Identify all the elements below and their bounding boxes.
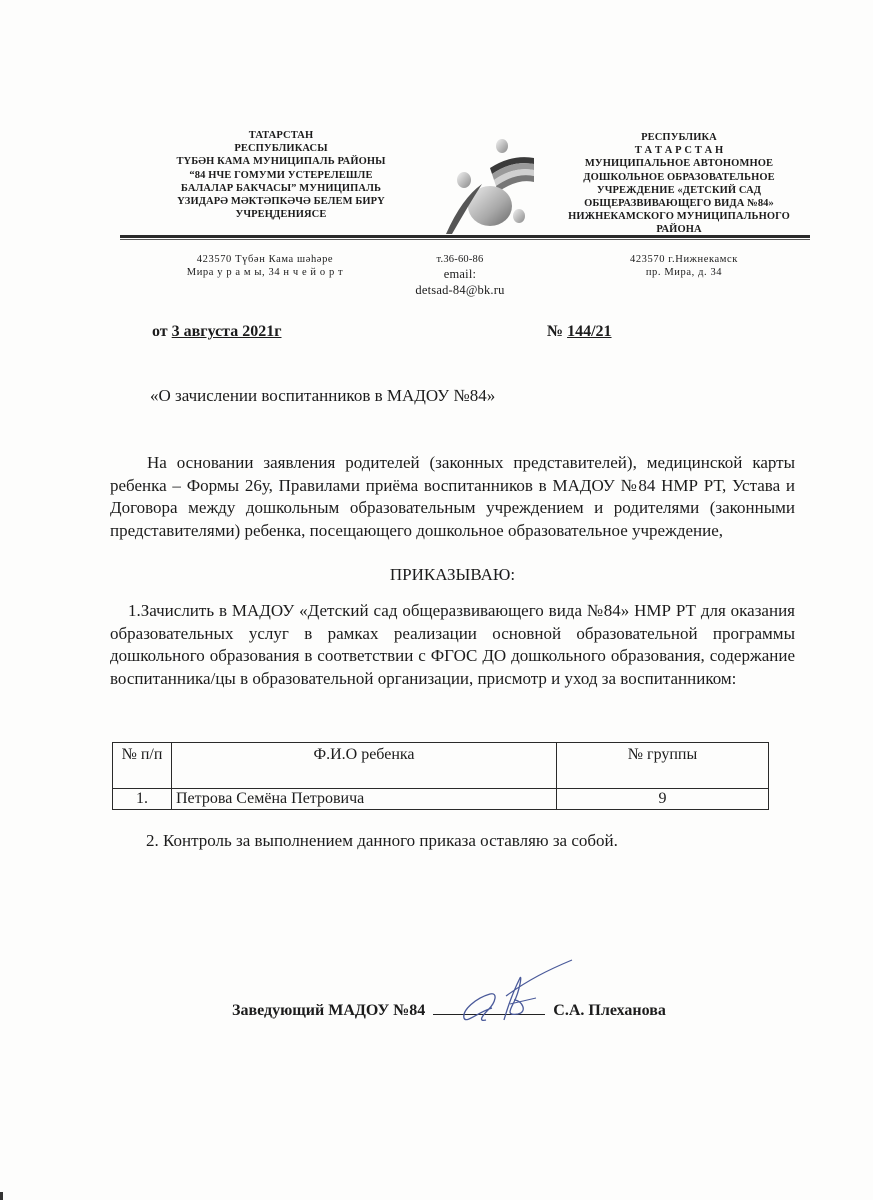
- header-right-line: НИЖНЕКАМСКОГО МУНИЦИПАЛЬНОГО: [568, 211, 790, 223]
- contact-info: [390, 253, 530, 298]
- column-header-group: № группы: [557, 743, 769, 789]
- scan-edge-mark: [0, 1192, 3, 1200]
- order-date: [152, 323, 282, 341]
- signatory-position: Заведующий МАДОУ №84: [232, 1002, 426, 1019]
- address-line: 423570 Түбән Кама шәһәре: [196, 254, 334, 265]
- preamble-paragraph: На основании заявления родителей (законных представителей), медицинской карты ребенка – Формы 26у, Правилами приёма воспитанников в МАДОУ №84 НМР РТ, Устава и Договора между дошкольным образовательным учреждением и родителями (законными представителями) ребенка, посещающего дошкольное образовательное учреждение,: [110, 453, 795, 540]
- cell-child-name: Петрова Семёна Петровича: [172, 789, 557, 810]
- header-right-line: УЧРЕЖДЕНИЕ «ДЕТСКИЙ САД: [596, 184, 762, 196]
- kindergarten-logo-icon: [432, 128, 552, 236]
- header-left-line: РЕСПУБЛИКАСЫ: [234, 143, 328, 155]
- address-line: пр. Мира, д. 34: [645, 267, 723, 278]
- header-left-line: ТҮБӘН КАМА МУНИЦИПАЛЬ РАЙОНЫ: [176, 156, 386, 168]
- column-header-number: № п/п: [113, 743, 172, 789]
- header-right-line: МУНИЦИПАЛЬНОЕ АВТОНОМНОЕ: [584, 158, 774, 170]
- signatory-name: С.А. Плеханова: [553, 1002, 666, 1019]
- address-line: Мира у р а м ы, 34 н ч е й о р т: [186, 267, 344, 278]
- order-number: [547, 323, 612, 341]
- handwritten-signature-icon: [448, 950, 588, 1030]
- order-item-2: 2. Контроль за выполнением данного приказа оставляю за собой.: [146, 831, 618, 850]
- table-header-row: [113, 743, 769, 789]
- address-russian: [586, 253, 782, 279]
- enrollment-table: [112, 742, 769, 810]
- order-directive: ПРИКАЗЫВАЮ:: [389, 565, 516, 584]
- header-left-line: “84 НЧЕ ГОМУМИ УСТЕРЕЛЕШЛЕ: [189, 169, 373, 181]
- cell-group: 9: [557, 789, 769, 810]
- column-header-child-name: Ф.И.О ребенка: [172, 743, 557, 789]
- header-left-institution: [150, 129, 412, 221]
- address-tatar: [160, 253, 370, 279]
- header-right-line: РЕСПУБЛИКА: [641, 132, 717, 143]
- order-number-prefix: №: [547, 323, 568, 340]
- header-left-line: ТАТАРСТАН: [248, 130, 314, 141]
- header-right-institution: [548, 131, 810, 237]
- header-left-line: ҮЗИДАРӘ МӘКТӘПКӘЧӘ БЕЛЕМ БИРҮ: [177, 196, 385, 208]
- email-label: email:: [443, 267, 477, 281]
- order-title: «О зачислении воспитанников в МАДОУ №84»: [150, 386, 496, 405]
- order-item-1: 1.Зачислить в МАДОУ «Детский сад общеразвивающего вида №84» НМР РТ для оказания образовательных услуг в рамках реализации основной образовательной программы дошкольного образования в соответствии с ФГОС ДО дошкольного образования, содержание воспитанника/цы в образовательной организации, присмотр и уход за воспитанником:: [110, 601, 795, 688]
- header-right-line: ДОШКОЛЬНОЕ ОБРАЗОВАТЕЛЬНОЕ: [583, 171, 775, 183]
- cell-number: 1.: [113, 789, 172, 810]
- header-right-line: РАЙОНА: [656, 224, 702, 236]
- address-line: 423570 г.Нижнекамск: [629, 254, 739, 265]
- order-date-prefix: от: [152, 323, 172, 340]
- header-left-line: БАЛАЛАР БАКЧАСЫ” МУНИЦИПАЛЬ: [180, 182, 382, 194]
- table-row: [113, 789, 769, 810]
- phone-number: т.36-60-86: [436, 254, 484, 265]
- order-number-value: 144/21: [567, 323, 612, 340]
- email-address: detsad-84@bk.ru: [415, 283, 505, 297]
- header-divider: [120, 235, 810, 240]
- header-left-line: УЧРЕҢДЕНИЯСЕ: [235, 209, 327, 221]
- header-right-line: Т А Т А Р С Т А Н: [634, 145, 724, 157]
- order-date-value: 3 августа 2021г: [171, 323, 282, 340]
- header-right-line: ОБЩЕРАЗВИВАЮЩЕГО ВИДА №84»: [584, 198, 774, 210]
